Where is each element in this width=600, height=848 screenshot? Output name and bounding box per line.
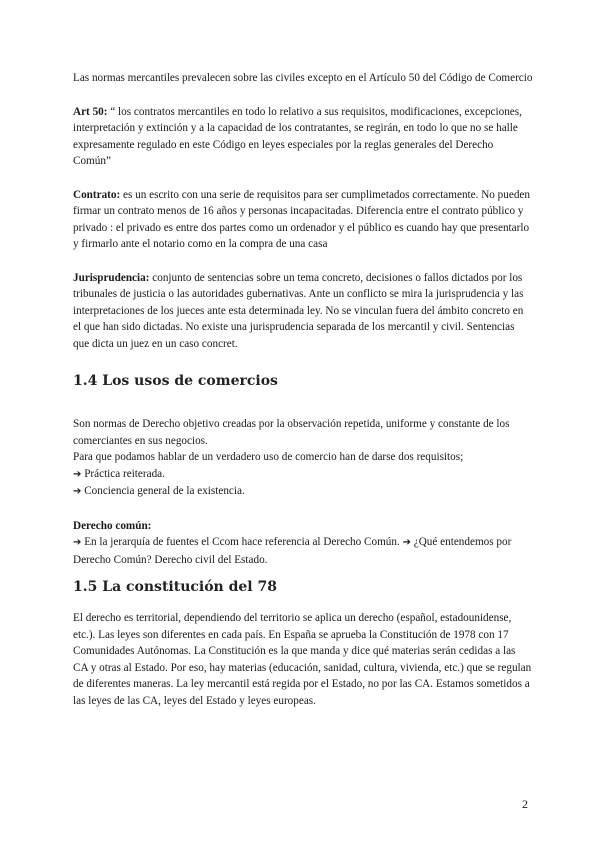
list-item	[73, 483, 533, 501]
document-body	[73, 70, 533, 709]
arrow-icon: ➔	[73, 486, 82, 497]
section-heading-1-5: 1.5 La constitución del 78	[73, 579, 277, 595]
jurisprudencia-text: conjunto de sentencias sobre un tema concreto, decisiones o fallos dictados por los tribunales de justicia o las autoridades gubernativas. Ante un conflicto se mira la jurisprudencia y las interpretaciones de los jueces ante esta determinada ley. No se vinculan fuera del ámbito concreto en el que han sido dictadas. No existe una jurisprudencia separada de los mercantil y civil. Sentencias que dicta un juez en un caso concret.	[73, 271, 524, 350]
arrow-icon: ➔	[73, 537, 82, 548]
derecho-comun-label: Derecho común:	[73, 519, 152, 532]
arrow-icon: ➔	[402, 537, 411, 548]
arrow-icon: ➔	[73, 468, 82, 480]
jurisprudencia-label: Jurisprudencia:	[73, 271, 150, 284]
derecho-comun-text-2: ¿Qué entendemos por Derecho Común? Derecho civil del Estado.	[73, 536, 512, 566]
constitucion-paragraph: El derecho es territorial, dependiendo del territorio se aplica un derecho (español, estadounidense, etc.). Las leyes son diferentes en cada país. En España se aprueba la Constitución de 1978 con 17 Comunidades Autónomas. La Constitución es la que manda y dice qué materias serán cedidas a las CA y otras al Estado. Por eso, hay materias (educación, sanidad, cultura, vivienda, etc.) que se regulan de diferentes maneras. La ley mercantil está regida por el Estado, no por las CA. Estamos sometidos a las leyes de las CA, leyes del Estado y leyes europeas.	[73, 612, 532, 707]
contrato-label: Contrato:	[73, 188, 121, 201]
art50-label: Art 50:	[73, 105, 108, 118]
jurisprudencia-paragraph	[73, 270, 533, 353]
list-item	[73, 466, 533, 484]
section-heading-1-4: 1.4 Los usos de comercios	[73, 373, 278, 389]
list-item-text: Conciencia general de la existencia.	[84, 485, 245, 497]
art50-text: “ los contratos mercantiles en todo lo relativo a sus requisitos, modificaciones, excepciones, interpretación y extinción y a la capacidad de los contratantes, se regirán, en todo lo que no se halle expresamente regulado en este Código en leyes especiales por la reglas generales del Derecho Común”	[73, 105, 522, 167]
usos-definition: Son normas de Derecho objetivo creadas por la observación repetida, uniforme y constante de los comerciantes en sus negocios.	[73, 418, 510, 447]
derecho-comun-paragraph	[73, 534, 533, 568]
contrato-paragraph	[73, 187, 533, 253]
usos-requisitos-intro: Para que podamos hablar de un verdadero uso de comercio han de darse dos requisitos;	[73, 451, 464, 463]
art50-paragraph	[73, 104, 533, 170]
page-number: 2	[522, 797, 528, 811]
derecho-comun-text-1: En la jerarquía de fuentes el Ccom hace referencia al Derecho Común.	[81, 536, 403, 548]
list-item-text: Práctica reiterada.	[84, 467, 165, 480]
contrato-text: es un escrito con una serie de requisitos para ser cumplimetados correctamente. No pueden firmar un contrato menos de 16 años y personas incapacitadas. Diferencia entre el contrato público y privado : el privado es entre dos partes como un ordenador y el público es cuando hay que presentarlo y firmarlo ante el notario como en la compra de una casa	[73, 188, 530, 250]
intro-paragraph: Las normas mercantiles prevalecen sobre las civiles excepto en el Artículo 50 del Código de Comercio	[73, 72, 533, 84]
